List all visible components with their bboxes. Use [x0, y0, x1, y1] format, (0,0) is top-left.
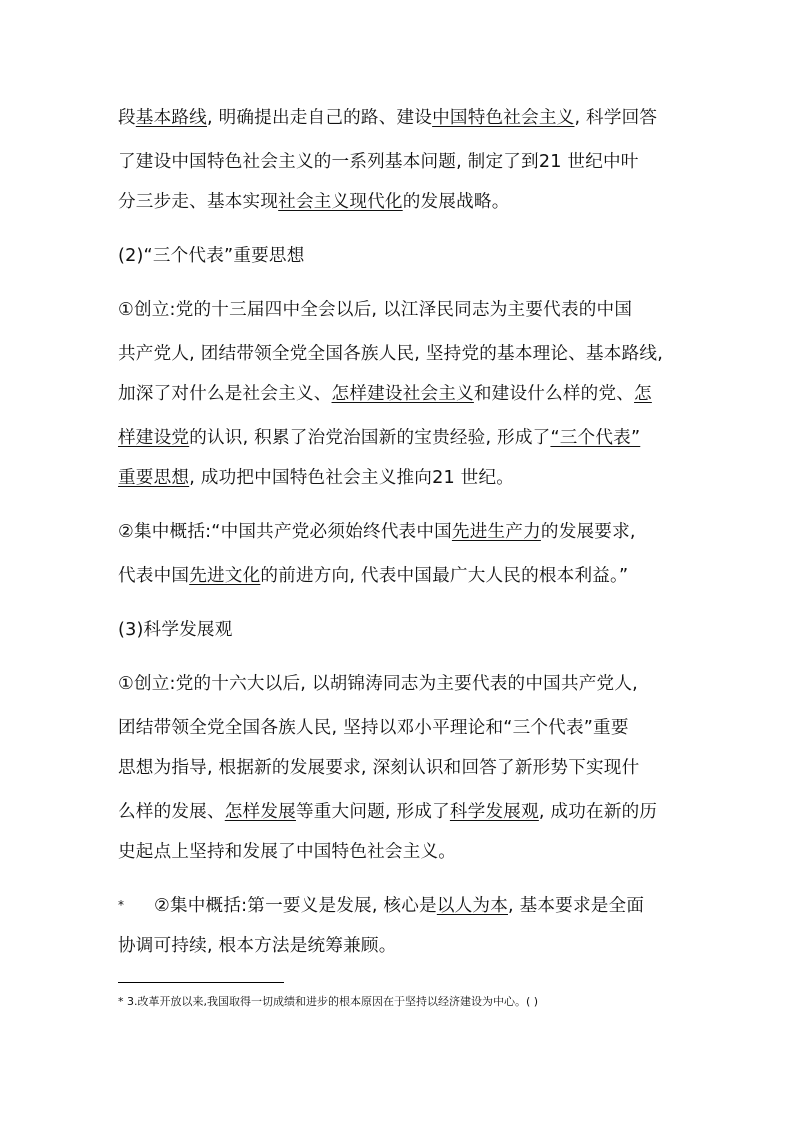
text-run: 段	[118, 108, 136, 128]
underlined-term: 科学发展观	[449, 802, 539, 822]
text-run: 代表中国	[118, 566, 190, 586]
text-run: ②集中概括:“中国共产党必须始终代表中国	[118, 522, 452, 542]
text-line	[118, 426, 718, 450]
text-run: 史起点上坚持和发展了中国特色社会主义。	[118, 842, 457, 862]
underlined-term: 怎	[634, 384, 652, 404]
text-line	[118, 618, 718, 642]
text-line	[154, 894, 754, 918]
text-line	[118, 800, 718, 824]
underlined-term: 重要思想	[118, 468, 190, 488]
footnote: * 3.改革开放以来,我国取得一切成绩和进步的根本原因在于坚持以经济建设为中心。( )	[118, 995, 539, 1008]
text-run: (2)“三个代表”重要思想	[118, 246, 305, 266]
text-run: 的发展要求,	[540, 522, 636, 542]
text-line	[118, 466, 718, 490]
underlined-term: 社会主义现代化	[278, 192, 403, 212]
text-run: 和建设什么样的党、	[473, 384, 635, 404]
text-line	[118, 190, 718, 214]
text-run: 么样的发展、	[118, 802, 225, 822]
text-run: ②集中概括:第一要义是发展, 核心是	[154, 896, 437, 916]
underlined-term: 先进生产力	[451, 522, 541, 542]
text-line	[118, 716, 718, 740]
text-run: , 成功把中国特色社会主义推向21 世纪。	[189, 468, 515, 488]
text-run: 加深了对什么是社会主义、	[118, 384, 332, 404]
text-run: 的发展战略。	[402, 192, 510, 212]
text-line	[118, 342, 718, 366]
underlined-term: 基本路线	[135, 108, 207, 128]
text-line	[118, 298, 718, 322]
text-line	[118, 520, 718, 544]
text-line	[118, 934, 718, 958]
underlined-term: 怎样建设社会主义	[331, 384, 474, 404]
text-run: 思想为指导, 根据新的发展要求, 深刻认识和回答了新形势下实现什	[118, 758, 640, 778]
text-run: ①创立:党的十六大以后, 以胡锦涛同志为主要代表的中国共产党人,	[118, 674, 638, 694]
underlined-term: 样建设党	[118, 428, 190, 448]
text-line	[118, 244, 718, 268]
text-run: , 基本要求是全面	[508, 896, 645, 916]
text-run: 分三步走、基本实现	[118, 192, 279, 212]
item-marker: *	[118, 898, 124, 912]
text-run: 的认识, 积累了治党治国新的宝贵经验, 形成了	[189, 428, 551, 448]
text-run: 了建设中国特色社会主义的一系列基本问题, 制定了到21 世纪中叶	[118, 152, 639, 172]
underlined-term: 怎样发展	[224, 802, 296, 822]
underlined-term: 以人为本	[436, 896, 508, 916]
text-line	[118, 106, 718, 130]
text-line	[118, 840, 718, 864]
text-run: 共产党人, 团结带领全党全国各族人民, 坚持党的基本理论、基本路线,	[118, 344, 663, 364]
text-line	[118, 756, 718, 780]
text-run: 协调可持续, 根本方法是统筹兼顾。	[118, 936, 397, 956]
text-run: (3)科学发展观	[118, 620, 233, 640]
text-run: 等重大问题, 形成了	[295, 802, 450, 822]
underlined-term: 中国特色社会主义	[432, 108, 575, 128]
text-run: 团结带领全党全国各族人民, 坚持以邓小平理论和“三个代表”重要	[118, 718, 629, 738]
text-line	[118, 382, 718, 406]
footnote-divider	[118, 982, 284, 983]
text-run: , 明确提出走自己的路、建设	[206, 108, 433, 128]
text-line	[118, 150, 718, 174]
text-line	[118, 672, 718, 696]
text-run: ①创立:党的十三届四中全会以后, 以江泽民同志为主要代表的中国	[118, 300, 633, 320]
text-run: , 成功在新的历	[538, 802, 658, 822]
underlined-term: 先进文化	[189, 566, 261, 586]
text-run: 的前进方向, 代表中国最广大人民的根本利益。”	[260, 566, 629, 586]
text-run: , 科学回答	[574, 108, 658, 128]
text-line	[118, 564, 718, 588]
underlined-term: “三个代表”	[550, 428, 641, 448]
